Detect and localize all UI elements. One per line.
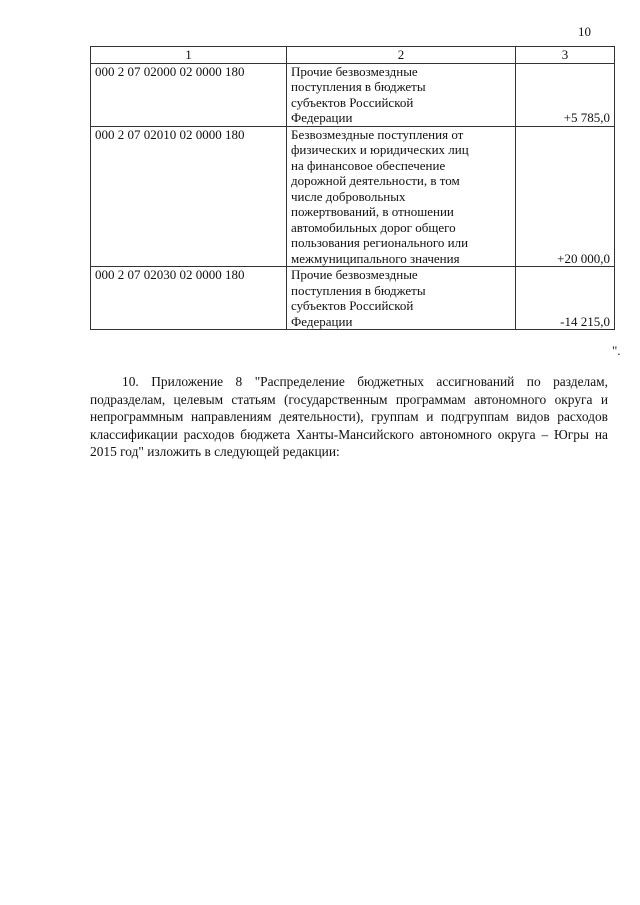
amount: +5 785,0 <box>516 63 615 126</box>
amount: +20 000,0 <box>516 126 615 267</box>
budget-code: 000 2 07 02000 02 0000 180 <box>91 63 287 126</box>
table-header-row <box>91 47 615 64</box>
column-header: 2 <box>287 47 516 64</box>
page-number: 10 <box>578 24 591 39</box>
amount: -14 215,0 <box>516 267 615 330</box>
amendment-paragraph: 10. Приложение 8 "Распределение бюджетных ассигнований по разделам, подразделам, целевым статьям (государственным программам автономного округа и непрограммным направлениям деятельности), группам и подгруппам видов расходов классификации расходов бюджета Ханты-Мансийского автономного округа – Югры на 2015 год" изложить в следующей редакции: <box>90 374 608 460</box>
budget-code: 000 2 07 02010 02 0000 180 <box>91 126 287 267</box>
column-header: 1 <box>91 47 287 64</box>
revenue-name: Безвозмездные поступления от физических и юридических лиц на финансовое обеспечение дорожной деятельности, в том числе добровольных пожертвований, в отношении автомобильных дорог общего пользования регионального или межмуниципального значения <box>287 126 516 267</box>
revenue-name: Прочие безвозмездные поступления в бюджеты субъектов Российской Федерации <box>287 267 516 330</box>
budget-table <box>90 46 615 330</box>
closing-quote-mark: ". <box>612 343 621 358</box>
revenue-name: Прочие безвозмездные поступления в бюджеты субъектов Российской Федерации <box>287 63 516 126</box>
column-header: 3 <box>516 47 615 64</box>
table-row <box>91 126 615 267</box>
table-row <box>91 267 615 330</box>
budget-code: 000 2 07 02030 02 0000 180 <box>91 267 287 330</box>
table-row <box>91 63 615 126</box>
